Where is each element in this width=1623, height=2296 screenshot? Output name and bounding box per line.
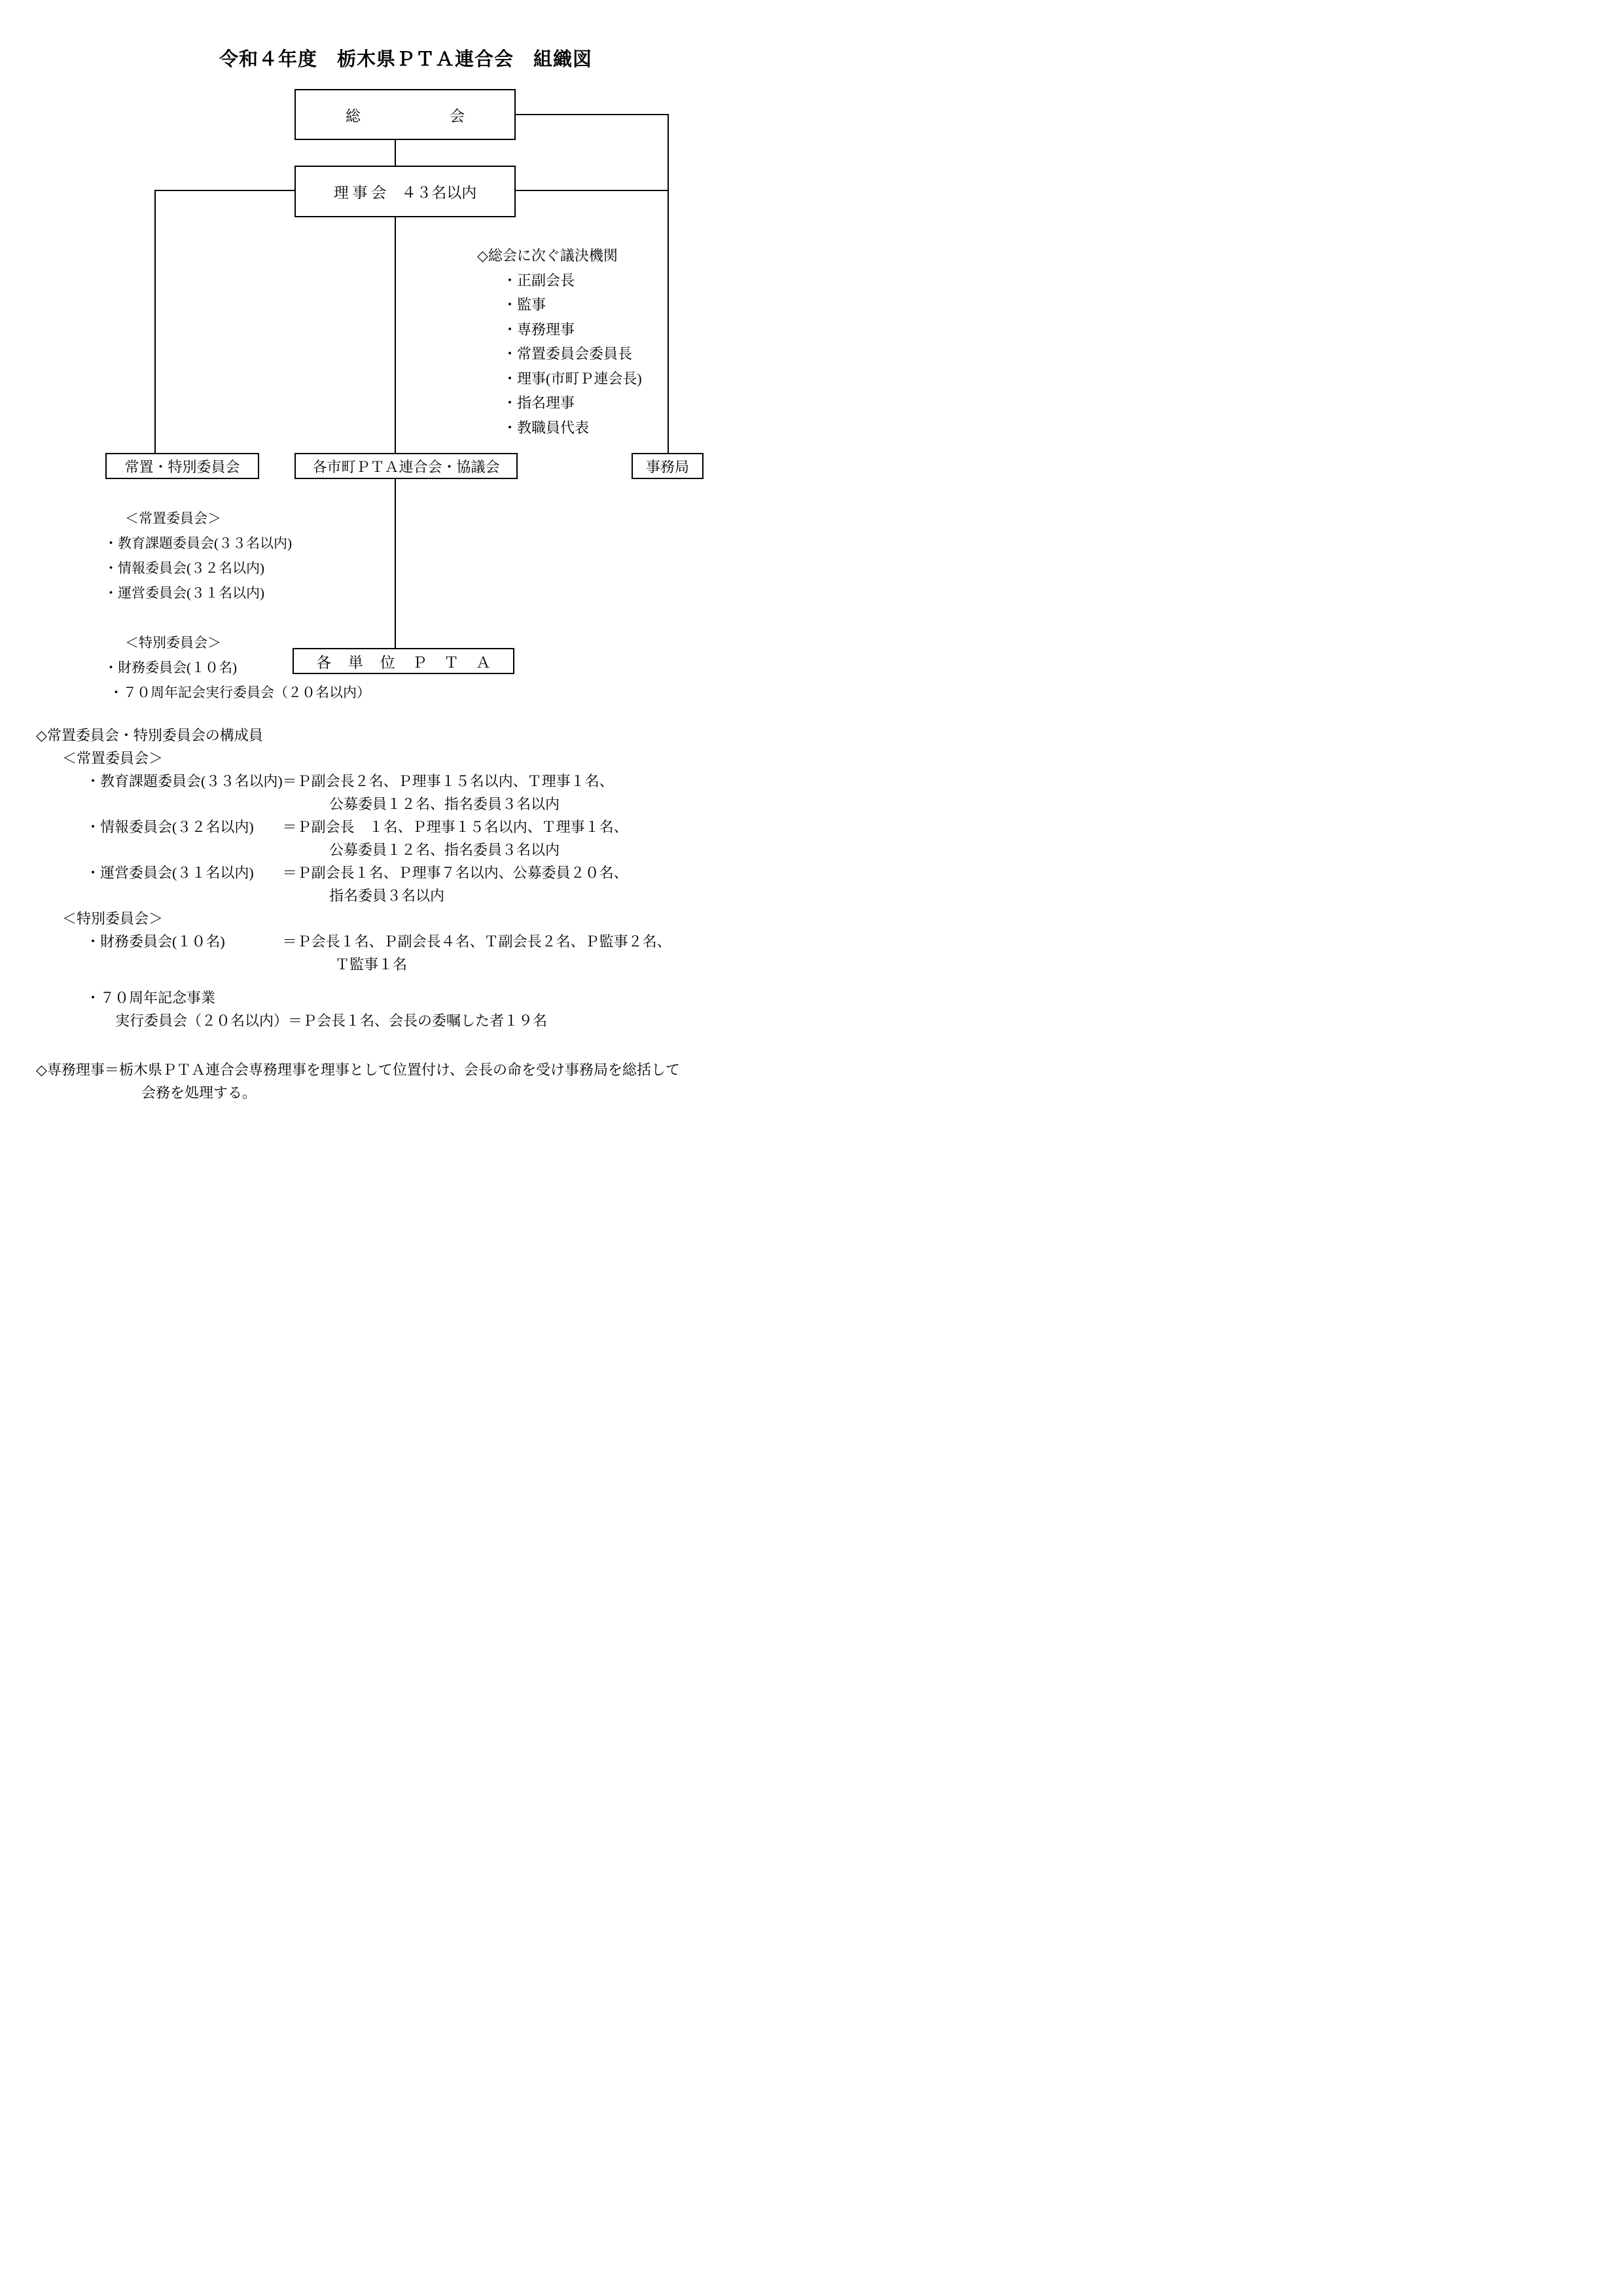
- org-chart-document: [0, 0, 812, 1148]
- composition-line: ・情報委員会(３２名以内) ＝Ｐ副会長 １名、Ｐ理事１５名以内、Ｔ理事１名、: [86, 819, 628, 835]
- box-municipal-pta-federations: [294, 453, 518, 479]
- connector-kakushicho-to-kakutani: [395, 479, 396, 648]
- composition-managing-director-note: ◇専務理事＝栃木県ＰＴＡ連合会専務理事を理事として位置付け、会長の命を受け事務局を総括して: [36, 1062, 681, 1078]
- note-board-functions: [477, 243, 642, 440]
- composition-line-continuation: 公募委員１２名、指名委員３名以内: [329, 796, 560, 812]
- composition-line-continuation: 公募委員１２名、指名委員３名以内: [329, 842, 560, 858]
- committee-list-item: ・運営委員会(３１名以内): [104, 585, 264, 601]
- secretariat-label: 事務局: [645, 458, 689, 475]
- general-assembly-char-right: 会: [450, 107, 465, 124]
- composition-subheading-special: ＜特別委員会＞: [62, 910, 164, 927]
- connector-rijikai-right: [516, 190, 668, 191]
- connector-rijikai-to-kakushicho: [395, 217, 396, 453]
- connector-sokai-to-rijikai: [395, 140, 396, 166]
- note-committee-list: [104, 506, 370, 705]
- general-assembly-char-left: 総: [346, 107, 361, 124]
- composition-line: ・７０周年記念事業: [86, 990, 216, 1006]
- composition-line: ・運営委員会(３１名以内) ＝Ｐ副会長１名、Ｐ理事７名以内、公募委員２０名、: [86, 865, 628, 881]
- box-general-assembly: [294, 89, 516, 140]
- board-functions-item: ・指名理事: [503, 395, 575, 411]
- composition-line-continuation: Ｔ監事１名: [335, 956, 408, 973]
- board-functions-item: ・理事(市町Ｐ連会長): [503, 370, 642, 387]
- box-board-of-directors: [294, 166, 516, 217]
- committee-list-heading-special: ＜特別委員会＞: [125, 635, 221, 651]
- box-unit-pta: [293, 648, 514, 674]
- composition-line-continuation: 指名委員３名以内: [329, 888, 445, 904]
- committee-list-spacer: [104, 605, 370, 630]
- connector-rijikai-left: [154, 190, 294, 191]
- municipal-pta-federations-label: 各市町ＰＴＡ連合会・協議会: [312, 458, 500, 475]
- board-functions-item: ・常置委員会委員長: [503, 346, 633, 362]
- connector-right-vertical-to-jimukyoku: [668, 114, 669, 453]
- committee-list-heading-standing: ＜常置委員会＞: [125, 511, 221, 526]
- page-title: 令和４年度 栃木県ＰＴＡ連合会 組織図: [219, 49, 592, 70]
- box-standing-special-committees: [105, 453, 259, 479]
- committee-list-item: ・７０周年記会実行委員会（２０名以内）: [109, 685, 370, 700]
- composition-line: ・教育課題委員会(３３名以内)＝Ｐ副会長２名、Ｐ理事１５名以内、Ｔ理事１名、: [86, 773, 614, 789]
- board-functions-item: ・教職員代表: [503, 419, 590, 436]
- composition-line-continuation: 実行委員会（２０名以内）＝Ｐ会長１名、会長の委嘱した者１９名: [115, 1013, 548, 1029]
- box-general-assembly-label: [296, 104, 514, 126]
- board-functions-item: ・監事: [503, 296, 546, 313]
- committee-list-item: ・情報委員会(３２名以内): [104, 560, 264, 576]
- connector-left-vertical-to-jochi: [154, 190, 156, 453]
- committee-list-item: ・教育課題委員会(３３名以内): [104, 535, 292, 551]
- standing-special-committees-label: 常置・特別委員会: [124, 458, 240, 475]
- note-composition: [0, 724, 812, 1104]
- composition-managing-director-note-continuation: 会務を処理する。: [141, 1085, 257, 1101]
- board-of-directors-label: 理 事 会 ４３名以内: [333, 185, 477, 201]
- composition-heading: ◇常置委員会・特別委員会の構成員: [36, 727, 263, 744]
- connector-sokai-right: [516, 114, 668, 115]
- board-functions-heading: ◇総会に次ぐ議決機関: [477, 247, 618, 264]
- unit-pta-label: 各 単 位 Ｐ Ｔ Ａ: [316, 654, 497, 671]
- composition-subheading-standing: ＜常置委員会＞: [62, 750, 164, 766]
- board-functions-item: ・正副会長: [503, 272, 575, 289]
- box-secretariat: [632, 453, 704, 479]
- composition-line: ・財務委員会(１０名) ＝Ｐ会長１名、Ｐ副会長４名、Ｔ副会長２名、Ｐ監事２名、: [86, 933, 671, 950]
- committee-list-item: ・財務委員会(１０名): [104, 660, 237, 675]
- board-functions-item: ・専務理事: [503, 321, 575, 338]
